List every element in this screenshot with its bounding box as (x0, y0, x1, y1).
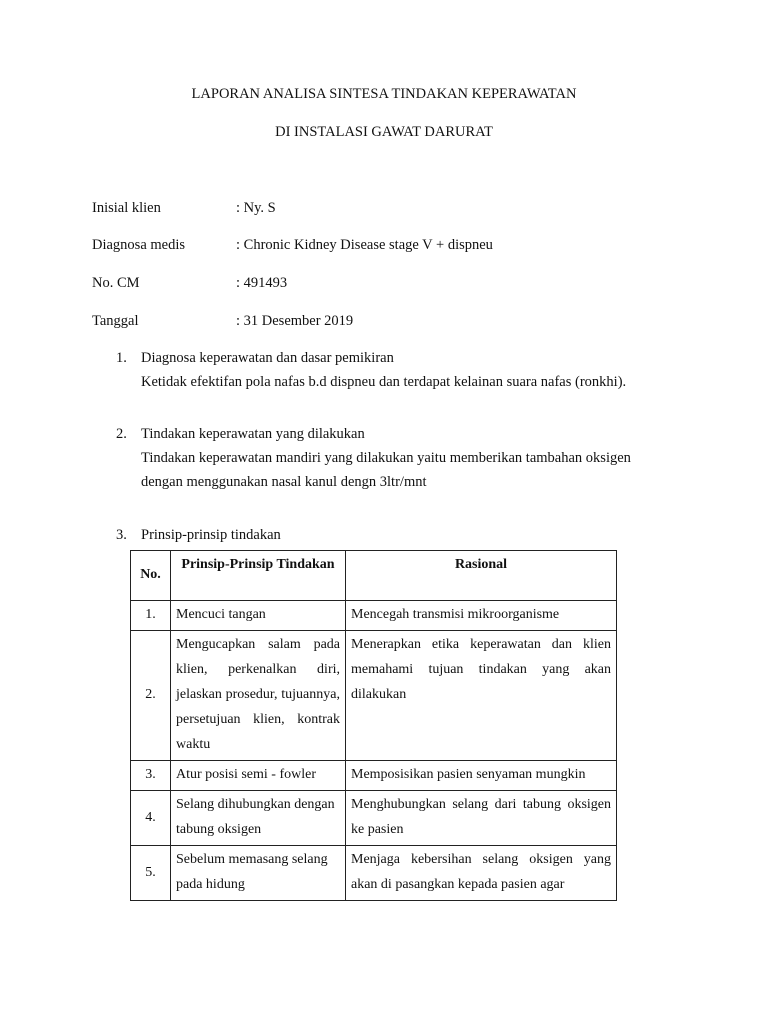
row-prinsip: Sebelum memasang selang pada hidung (171, 846, 346, 901)
row-no: 1. (131, 601, 171, 631)
section-number: 3. (116, 527, 127, 543)
row-no: 4. (131, 791, 171, 846)
section-number: 2. (116, 426, 127, 442)
section-number: 1. (116, 350, 127, 366)
header-no: No. (131, 551, 171, 601)
info-label: Diagnosa medis (92, 237, 186, 253)
header-rasional: Rasional (346, 551, 617, 601)
section-heading: Prinsip-prinsip tindakan (141, 527, 281, 543)
document-subtitle: DI INSTALASI GAWAT DARURAT (275, 124, 493, 140)
table-row (131, 631, 617, 761)
table-row (131, 791, 617, 846)
info-row-diagnosa (92, 237, 692, 259)
info-value: : Chronic Kidney Disease stage V + dispneu (236, 237, 493, 253)
info-value: : Ny. S (236, 200, 276, 216)
info-label: Tanggal (92, 313, 139, 329)
row-prinsip: Mengucapkan salam pada klien, perkenalkan diri, jelaskan prosedur, tujuannya, persetujuan klien, kontrak waktu (171, 631, 346, 761)
section-body: Tindakan keperawatan mandiri yang dilakukan yaitu memberikan tambahan oksigen dengan menggunakan nasal kanul dengn 3ltr/mnt (141, 450, 631, 490)
header-prinsip: Prinsip-Prinsip Tindakan (171, 551, 346, 601)
info-label: No. CM (92, 275, 140, 291)
row-rasional: Menerapkan etika keperawatan dan klien memahami tujuan tindakan yang akan dilakukan (346, 631, 617, 761)
row-prinsip: Atur posisi semi - fowler (171, 761, 346, 791)
info-row-no-cm (92, 275, 692, 297)
row-no: 5. (131, 846, 171, 901)
table-row (131, 601, 617, 631)
document-title: LAPORAN ANALISA SINTESA TINDAKAN KEPERAWATAN (191, 86, 577, 102)
info-row-inisial (92, 200, 692, 222)
row-rasional: Mencegah transmisi mikroorganisme (346, 601, 617, 631)
table-row (131, 761, 617, 791)
info-label: Inisial klien (92, 200, 161, 216)
info-row-tanggal (92, 313, 692, 335)
row-rasional: Menjaga kebersihan selang oksigen yang akan di pasangkan kepada pasien agar (346, 846, 617, 901)
info-value: : 491493 (236, 275, 288, 291)
section-heading: Tindakan keperawatan yang dilakukan (141, 426, 365, 442)
row-prinsip: Mencuci tangan (171, 601, 346, 631)
row-rasional: Menghubungkan selang dari tabung oksigen ke pasien (346, 791, 617, 846)
row-no: 2. (131, 631, 171, 761)
row-prinsip: Selang dihubungkan dengan tabung oksigen (171, 791, 346, 846)
section-body: Ketidak efektifan pola nafas b.d dispneu dan terdapat kelainan suara nafas (ronkhi). (141, 374, 627, 390)
table-row (131, 846, 617, 901)
section-heading: Diagnosa keperawatan dan dasar pemikiran (141, 350, 394, 366)
table-header-row (131, 551, 617, 601)
row-no: 3. (131, 761, 171, 791)
prinsip-table (130, 550, 617, 901)
info-value: : 31 Desember 2019 (236, 313, 354, 329)
row-rasional: Memposisikan pasien senyaman mungkin (346, 761, 617, 791)
